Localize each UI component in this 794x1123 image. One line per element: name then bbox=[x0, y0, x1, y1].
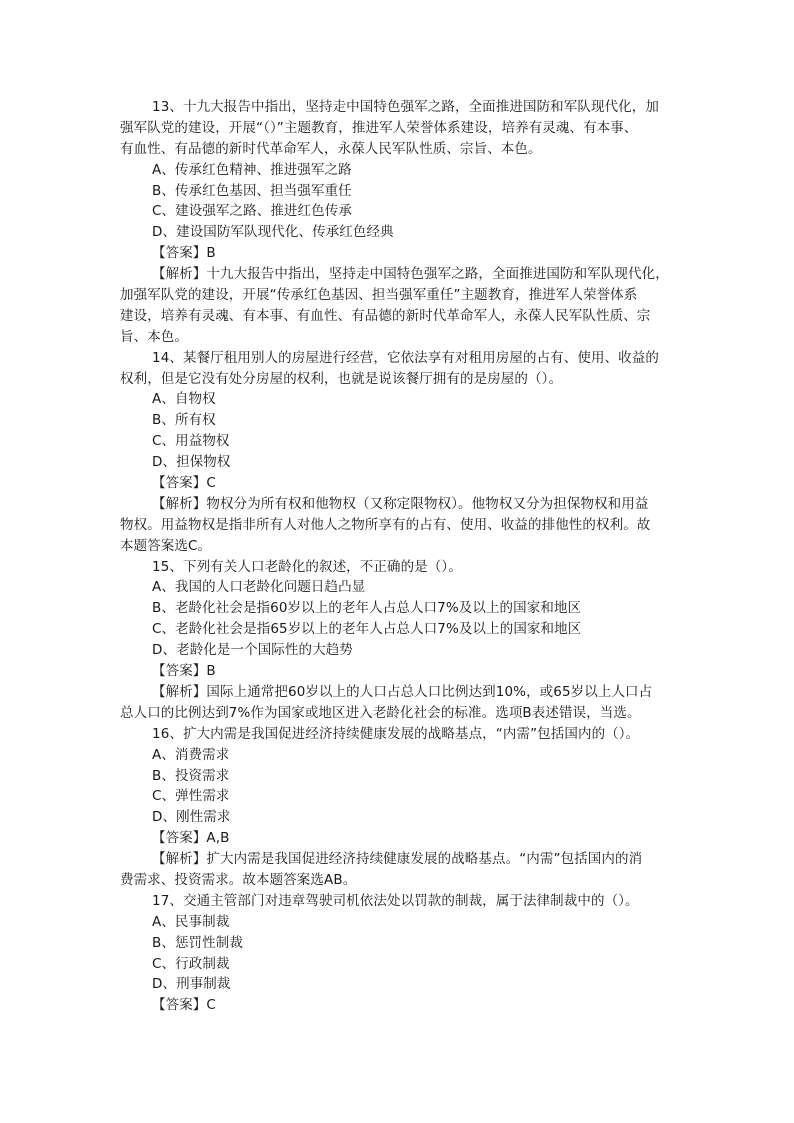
text-line: D、老龄化是一个国际性的大趋势 bbox=[152, 642, 353, 659]
text-line: 17、交通主管部门对违章驾驶司机依法处以罚款的制裁，属于法律制裁中的（）。 bbox=[152, 892, 639, 909]
text-line: A、消费需求 bbox=[152, 746, 230, 763]
text-line: 14、某餐厅租用别人的房屋进行经营，它依法享有对租用房屋的占有、使用、收益的 bbox=[152, 349, 659, 366]
text-line: 强军队党的建设，开展“（）”主题教育，推进军人荣誉体系建设，培养有灵魂、有本事、 bbox=[120, 119, 638, 136]
document-body bbox=[120, 97, 682, 1016]
text-line: 【答案】A,B bbox=[152, 830, 230, 847]
text-line: 建设，培养有灵魂、有本事、有血性、有品德的新时代革命军人，永葆人民军队性质、宗 bbox=[120, 307, 651, 324]
text-line: A、自物权 bbox=[152, 391, 216, 408]
text-line: 权利，但是它没有处分房屋的权利，也就是说该餐厅拥有的是房屋的（）。 bbox=[120, 370, 563, 387]
text-line: B、投资需求 bbox=[152, 767, 230, 784]
text-line: 加强军队党的建设，开展“传承红色基因、担当强军重任”主题教育，推进军人荣誉体系 bbox=[120, 287, 638, 304]
text-line: D、建设国防军队现代化、传承红色经典 bbox=[152, 224, 394, 241]
text-line: 【解析】扩大内需是我国促进经济持续健康发展的战略基点。“内需”包括国内的消 bbox=[152, 851, 643, 868]
text-line: B、惩罚性制裁 bbox=[152, 934, 243, 951]
text-line: C、弹性需求 bbox=[152, 788, 230, 805]
text-line: C、建设强军之路、推进红色传承 bbox=[152, 203, 352, 220]
text-line: 【答案】B bbox=[152, 663, 216, 680]
text-line: 费需求、投资需求。故本题答案选AB。 bbox=[120, 871, 357, 888]
text-line: 物权。用益物权是指非所有人对他人之物所享有的占有、使用、收益的排他性的权利。故 bbox=[120, 516, 651, 533]
text-line: C、用益物权 bbox=[152, 433, 230, 450]
text-line: 总人口的比例达到7%作为国家或地区进入老龄化社会的标准。选项B表述错误，当选。 bbox=[120, 704, 641, 721]
text-line: 16、扩大内需是我国促进经济持续健康发展的战略基点，“内需”包括国内的（）。 bbox=[152, 725, 640, 742]
text-line: B、老龄化社会是指60岁以上的老年人占总人口7%及以上的国家和地区 bbox=[152, 600, 582, 617]
text-line: D、担保物权 bbox=[152, 454, 231, 471]
text-line: 【答案】B bbox=[152, 245, 216, 262]
text-line: C、老龄化社会是指65岁以上的老年人占总人口7%及以上的国家和地区 bbox=[152, 621, 582, 638]
text-line: A、我国的人口老龄化问题日趋凸显 bbox=[152, 579, 366, 596]
text-line: B、传承红色基因、担当强军重任 bbox=[152, 182, 352, 199]
text-line: 【答案】C bbox=[152, 475, 216, 492]
text-line: 【答案】C bbox=[152, 997, 216, 1014]
text-line: D、刚性需求 bbox=[152, 809, 231, 826]
text-line: B、所有权 bbox=[152, 412, 216, 429]
text-line: 13、十九大报告中指出，坚持走中国特色强军之路，全面推进国防和军队现代化，加 bbox=[152, 99, 659, 115]
text-line: 本题答案选C。 bbox=[120, 537, 212, 554]
text-line: 有血性、有品德的新时代革命军人，永葆人民军队性质、宗旨、本色。 bbox=[120, 140, 542, 157]
text-line: D、刑事制裁 bbox=[152, 976, 231, 993]
text-line: 15、下列有关人口老龄化的叙述，不正确的是（）。 bbox=[152, 558, 462, 575]
text-line: 【解析】国际上通常把60岁以上的人口占总人口比例达到10%，或65岁以上人口占 bbox=[152, 683, 653, 700]
text-line: A、传承红色精神、推进强军之路 bbox=[152, 161, 352, 178]
text-line: 【解析】十九大报告中指出，坚持走中国特色强军之路，全面推进国防和军队现代化， bbox=[152, 266, 669, 283]
text-line: A、民事制裁 bbox=[152, 913, 230, 930]
text-line: C、行政制裁 bbox=[152, 955, 230, 972]
text-line: 旨、本色。 bbox=[120, 328, 188, 345]
text-line: 【解析】物权分为所有权和他物权（又称定限物权）。他物权又分为担保物权和用益 bbox=[152, 495, 649, 512]
